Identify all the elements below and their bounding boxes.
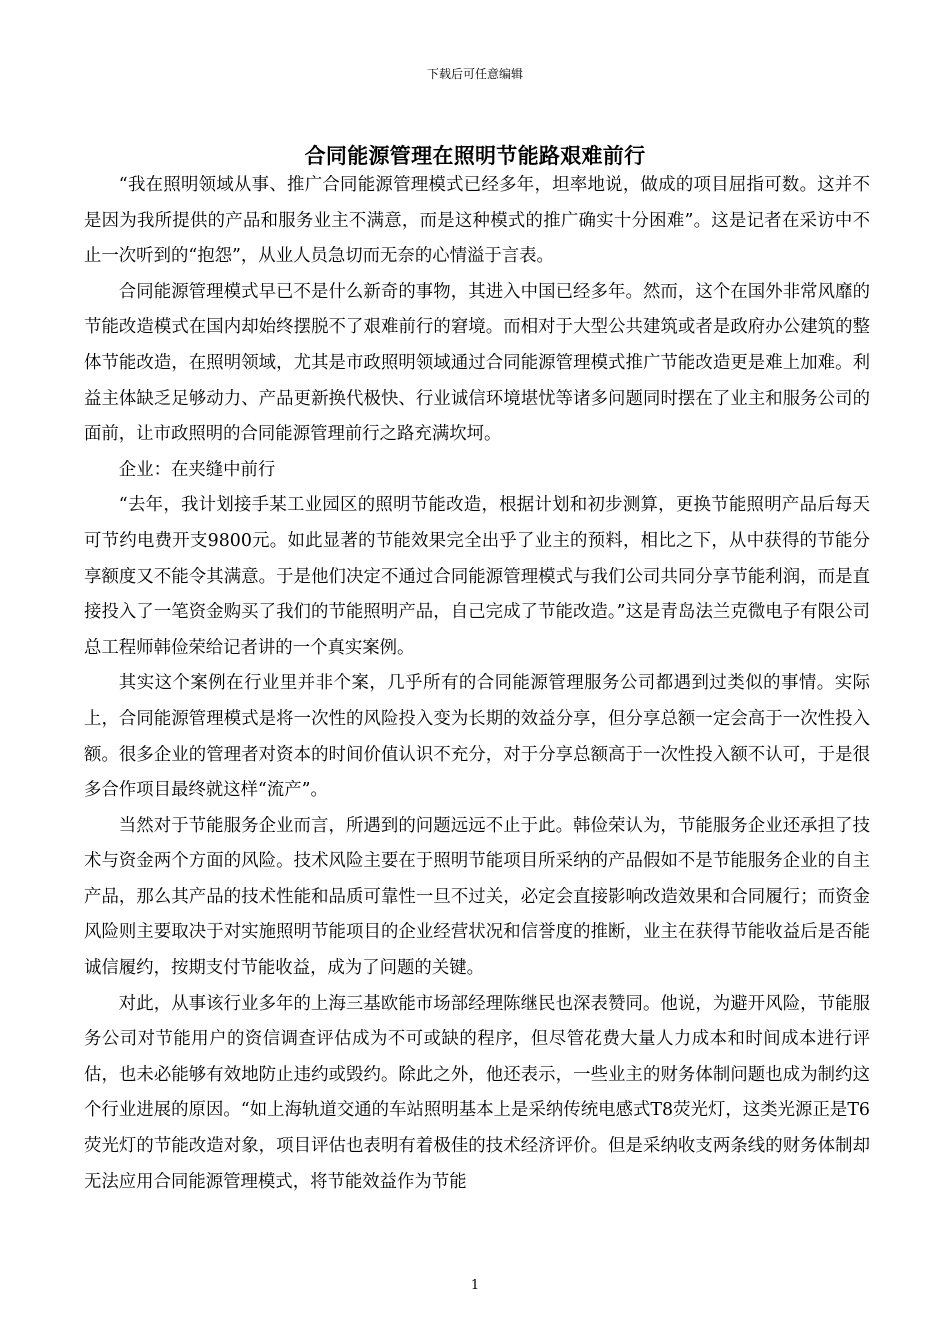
page-number: 1 (470, 1278, 480, 1293)
paragraph-industry-common: 其实这个案例在行业里并非个案，几乎所有的合同能源管理服务公司都遇到过类似的事情。实际上，合同能源管理模式是将一次性的风险投入变为长期的效益分享，但分享总额一定会高于一次性投入额。很多企业的管理者对资本的时间价值认识不充分，对于分享总额高于一次性投入额不认可，于是很多合作项目最终就这样“流产”。 (84, 673, 870, 801)
paragraph-intro-quote: “我在照明领域从事、推广合同能源管理模式已经多年，坦率地说，做成的项目屈指可数。这并不是因为我所提供的产品和服务业主不满意，而是这种模式的推广确实十分困难”。这是记者在采访中不止一次听到的“抱怨”，从业人员急切而无奈的心情溢于言表。 (84, 175, 870, 267)
paragraph-risks: 当然对于节能服务企业而言，所遇到的问题远远不止于此。韩俭荣认为，节能服务企业还承担了技术与资金两个方面的风险。技术风险主要在于照明节能项目所采纳的产品假如不是节能服务企业的自主产品，那么其产品的技术性能和品质可靠性一旦不过关，必定会直接影响改造效果和合同履行；而资金风险则主要取决于对实施照明节能项目的企业经营状况和信誉度的推断，业主在获得节能收益后是否能诚信履约，按期支付节能收益，成为了问题的关键。 (84, 815, 870, 979)
section-heading-enterprise: 企业：在夹缝中前行 (118, 459, 276, 480)
document-body (84, 168, 870, 1200)
paragraph-background: 合同能源管理模式早已不是什么新奇的事物，其进入中国已经多年。然而，这个在国外非常风靡的节能改造模式在国内却始终摆脱不了艰难前行的窘境。而相对于大型公共建筑或者是政府办公建筑的整体节能改造，在照明领域，尤其是市政照明领域通过合同能源管理模式推广节能改造更是难上加难。利益主体缺乏足够动力、产品更新换代极快、行业诚信环境堪忧等诸多问题同时摆在了业主和服务公司的面前，让市政照明的合同能源管理前行之路充满坎坷。 (84, 281, 870, 445)
page-header: 下载后可任意编辑 (426, 67, 523, 81)
document-title: 合同能源管理在照明节能路艰难前行 (304, 143, 646, 168)
paragraph-case-example: “去年，我计划接手某工业园区的照明节能改造，根据计划和初步测算，更换节能照明产品后每天可节约电费开支9800元。如此显著的节能效果完全出乎了业主的预料，相比之下，从中获得的节能分享额度又不能令其满意。于是他们决定不通过合同能源管理模式与我们公司共同分享节能利润，而是直接投入了一笔资金购买了我们的节能照明产品，自己完成了节能改造。”这是青岛法兰克微电子有限公司总工程师韩俭荣给记者讲的一个真实案例。 (84, 495, 870, 658)
paragraph-finance-system: 对此，从事该行业多年的上海三基欧能市场部经理陈继民也深表赞同。他说，为避开风险，节能服务公司对节能用户的资信调查评估成为不可或缺的程序，但尽管花费大量人力成本和时间成本进行评估，也未必能够有效地防止违约或毁约。除此之外，他还表示，一些业主的财务体制问题也成为制约这个行业进展的原因。“如上海轨道交通的车站照明基本上是采纳传统电感式T8荧光灯，这类光源正是T6荧光灯的节能改造对象，项目评估也表明有着极佳的技术经济评价。但是采纳收支两条线的财务体制却无法应用合同能源管理模式，将节能效益作为节能 (84, 993, 870, 1192)
